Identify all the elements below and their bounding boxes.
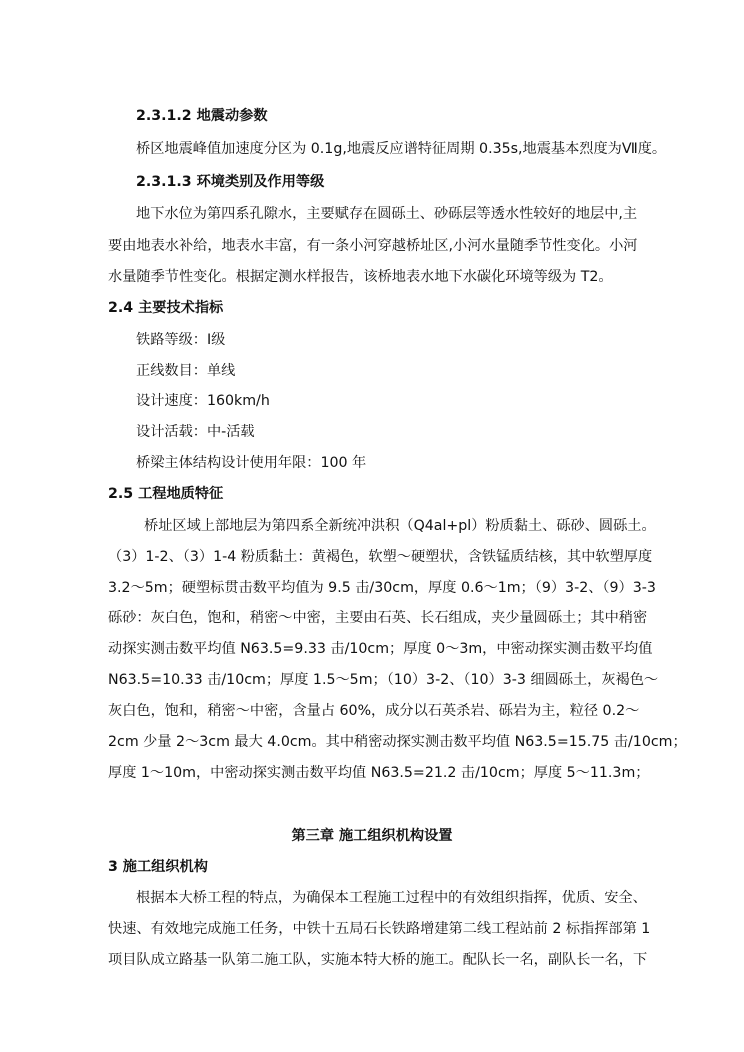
paragraph-line: 2cm 少量 2～3cm 最大 4.0cm。其中稍密动探实测击数平均值 N63.5=15.75 击/10cm； — [108, 734, 687, 750]
paragraph-line: 要由地表水补给，地表水丰富，有一条小河穿越桥址区,小河水量随季节性变化。小河 — [108, 238, 638, 254]
spec-line: 设计活载：中-活载 — [136, 424, 255, 440]
heading-2-3-1-2: 2.3.1.2 地震动参数 — [136, 108, 268, 124]
paragraph-line: N63.5=10.33 击/10cm；厚度 1.5～5m；（10）3-2、（10）3-3 细圆砾土，灰褐色～ — [108, 672, 659, 688]
paragraph-line: 水量随季节性变化。根据定测水样报告，该桥地表水地下水碳化环境等级为 T2。 — [108, 269, 613, 285]
paragraph-line: 灰白色，饱和，稍密～中密，含量占 60%，成分以石英杀岩、砾岩为主，粒径 0.2～ — [108, 703, 640, 719]
paragraph-seismic: 桥区地震峰值加速度分区为 0.1g,地震反应谱特征周期 0.35s,地震基本烈度为Ⅶ度。 — [136, 141, 667, 157]
heading-3: 3 施工组织机构 — [108, 859, 208, 875]
paragraph-line: 3.2～5m；硬塑标贯击数平均值为 9.5 击/30cm，厚度 0.6～1m；（9）3-2、（9）3-3 — [108, 580, 656, 596]
chapter-title: 第三章 施工组织机构设置 — [291, 828, 453, 844]
paragraph-line: 砾砂：灰白色，饱和，稍密～中密，主要由石英、长石组成，夹少量圆砾土；其中稍密 — [108, 610, 648, 626]
heading-2-3-1-3: 2.3.1.3 环境类别及作用等级 — [136, 174, 325, 190]
heading-2-5: 2.5 工程地质特征 — [108, 486, 224, 502]
spec-line: 正线数目：单线 — [136, 363, 236, 379]
paragraph-line: 动探实测击数平均值 N63.5=9.33 击/10cm；厚度 0～3m，中密动探实测击数平均值 — [108, 641, 653, 657]
paragraph-line: 项目队成立路基一队第二施工队，实施本特大桥的施工。配队长一名，副队长一名，下 — [108, 952, 648, 968]
paragraph-line: 地下水位为第四系孔隙水，主要赋存在圆砾土、砂砾层等透水性较好的地层中,主 — [136, 206, 638, 222]
heading-2-4: 2.4 主要技术指标 — [108, 300, 224, 316]
paragraph-line: 根据本大桥工程的特点，为确保本工程施工过程中的有效组织指挥，优质、安全、 — [136, 890, 647, 906]
paragraph-line: 厚度 1～10m，中密动探实测击数平均值 N63.5=21.2 击/10cm；厚度 5～11.3m； — [108, 765, 650, 781]
spec-line: 铁路等级：Ⅰ级 — [136, 332, 226, 348]
paragraph-line: 桥址区域上部地层为第四系全新统冲洪积（Q4al+pl）粉质黏土、砾砂、圆砾土。 — [144, 518, 656, 534]
paragraph-line: （3）1-2、（3）1-4 粉质黏土：黄褐色，软塑～硬塑状，含铁锰质结核，其中软塑厚度 — [108, 549, 653, 565]
paragraph-line: 快速、有效地完成施工任务，中铁十五局石长铁路增建第二线工程站前 2 标指挥部第 1 — [108, 921, 651, 937]
spec-line: 桥梁主体结构设计使用年限：100 年 — [136, 455, 367, 471]
spec-line: 设计速度：160km/h — [136, 393, 270, 409]
